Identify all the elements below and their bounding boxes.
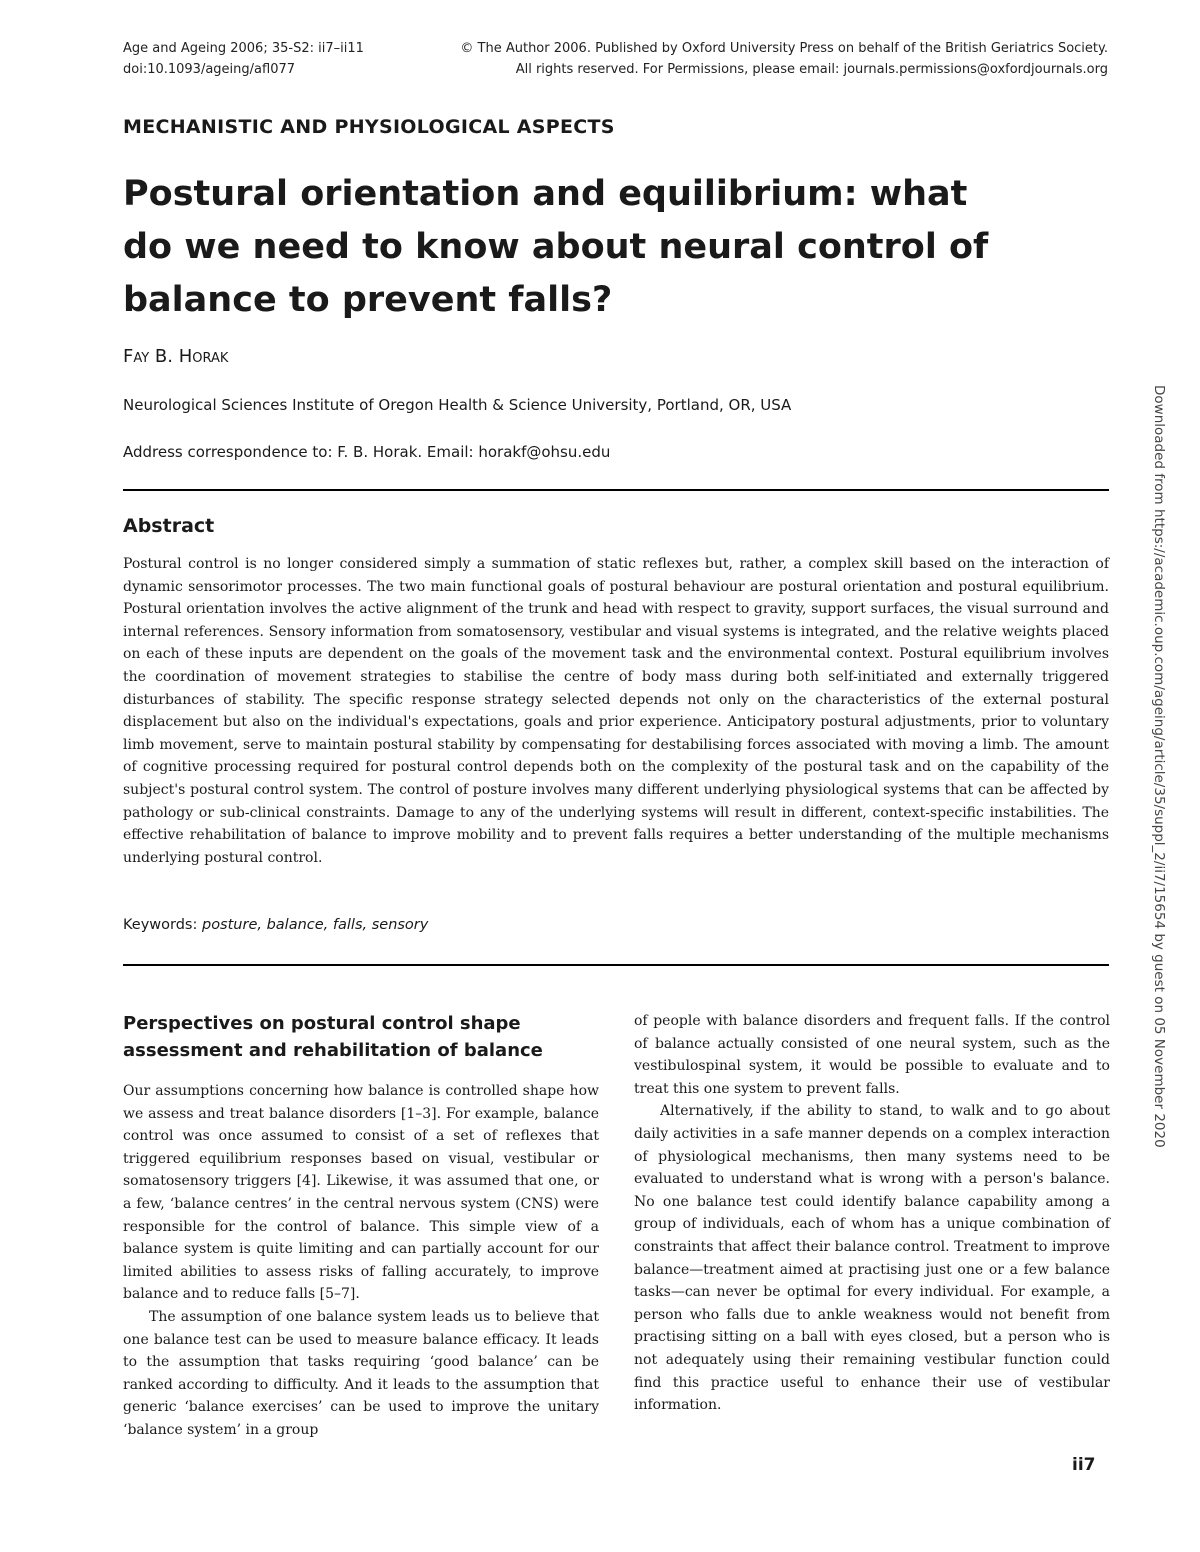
correspondence-address: Address correspondence to: F. B. Horak. Email: horakf@ohsu.edu	[123, 443, 611, 461]
abstract-heading: Abstract	[123, 515, 215, 537]
abstract-text: Postural control is no longer considered simply a summation of static reflexes but, rather, a complex skill based on the interaction of dynamic sensorimotor processes. The two main functional goals of postural behaviour are postural orientation and postural equilibrium. Postural orientation involves the active alignment of the trunk and head with respect to gravity, support surfaces, the visual surround and internal references. Sensory information from somatosensory, vestibular and visual systems is integrated, and the relative weights placed on each of these inputs are dependent on the goals of the movement task and the environmental context. Postural equilibrium involves the coordination of movement strategies to stabilise the centre of body mass during both self-initiated and externally triggered disturbances of stability. The specific response strategy selected depends not only on the characteristics of the external postural displacement but also on the individual's expectations, goals and prior experience. Anticipatory postural adjustments, prior to voluntary limb movement, serve to maintain postural stability by compensating for destabilising forces associated with moving a limb. The amount of cognitive processing required for postural control depends both on the complexity of the postural task and on the capability of the subject's postural control system. The control of posture involves many different underlying physiological systems that can be affected by pathology or sub-clinical constraints. Damage to any of the underlying systems will result in different, context-specific instabilities. The effective rehabilitation of balance to improve mobility and to prevent falls requires a better understanding of the multiple mechanisms underlying postural control.	[123, 556, 1109, 866]
body-column-left	[123, 1010, 599, 1442]
body-paragraph: Alternatively, if the ability to stand, to walk and to go about daily activities in a safe manner depends on a complex interaction of physiological mechanisms, then many systems need to be evaluated to understand what is wrong with a person's balance. No one balance test could identify balance capability among a group of individuals, each of whom has a unique combination of constraints that affect their balance control. Treatment to improve balance—treatment aimed at practising just one or a few balance tasks—can never be optimal for every individual. For example, a person who falls due to ankle weakness would not benefit from practising sitting on a ball with eyes closed, but a person who is not adequately using their remaining vestibular function could find this practice useful to enhance their use of vestibular information.	[634, 1103, 1110, 1414]
divider-top	[123, 489, 1109, 491]
section-heading: Perspectives on postural control shape assessment and rehabilitation of balance	[123, 1013, 543, 1061]
body-paragraph: The assumption of one balance system leads us to believe that one balance test can be used to measure balance efficacy. It leads to the assumption that tasks requiring ‘good balance’ can be ranked according to difficulty. And it leads to the assumption that generic ‘balance exercises’ can be used to improve the unitary ‘balance system’ in a group	[123, 1308, 599, 1438]
body-column-right	[634, 1010, 1110, 1417]
keywords-label: Keywords:	[123, 917, 202, 933]
keywords-terms: posture, balance, falls, sensory	[201, 917, 429, 933]
running-header	[123, 38, 1108, 80]
keywords	[123, 917, 428, 933]
body-paragraph: of people with balance disorders and frequent falls. If the control of balance actually consisted of one neural system, such as the vestibulospinal system, it would be possible to evaluate and to treat this one system to prevent falls.	[634, 1013, 1110, 1097]
page-number: ii7	[1072, 1455, 1096, 1475]
rights-notice: All rights reserved. For Permissions, please email: journals.permissions@oxfordjournals.org	[515, 62, 1108, 77]
doi-link[interactable]: doi:10.1093/ageing/afl077	[123, 62, 296, 77]
journal-citation: Age and Ageing 2006; 35-S2: ii7–ii11	[123, 41, 364, 56]
download-watermark-text: Downloaded from https://academic.oup.com/ageing/article/35/suppl_2/ii7/15654 by guest on 05 November 2020	[1151, 385, 1167, 1148]
body-paragraph: Our assumptions concerning how balance is controlled shape how we assess and treat balance disorders [1–3]. For example, balance control was once assumed to consist of a set of reflexes that triggered equilibrium responses based on visual, vestibular or somatosensory triggers [4]. Likewise, it was assumed that one, or a few, ‘balance centres’ in the central nervous system (CNS) were responsible for the control of balance. This simple view of a balance system is quite limiting and can partially account for our limited abilities to assess risks of falling accurately, to improve balance and to reduce falls [5–7].	[123, 1083, 599, 1303]
article-title: Postural orientation and equilibrium: what do we need to know about neural control of balance to prevent falls?	[123, 174, 989, 320]
copyright-notice: © The Author 2006. Published by Oxford University Press on behalf of the British Geriatrics Society.	[460, 41, 1108, 56]
author-name: Fay B. Horak	[123, 346, 229, 367]
download-watermark	[1151, 385, 1173, 1465]
section-label: MECHANISTIC AND PHYSIOLOGICAL ASPECTS	[123, 116, 615, 138]
author-affiliation: Neurological Sciences Institute of Oregon Health & Science University, Portland, OR, USA	[123, 396, 792, 414]
divider-bottom	[123, 964, 1109, 966]
